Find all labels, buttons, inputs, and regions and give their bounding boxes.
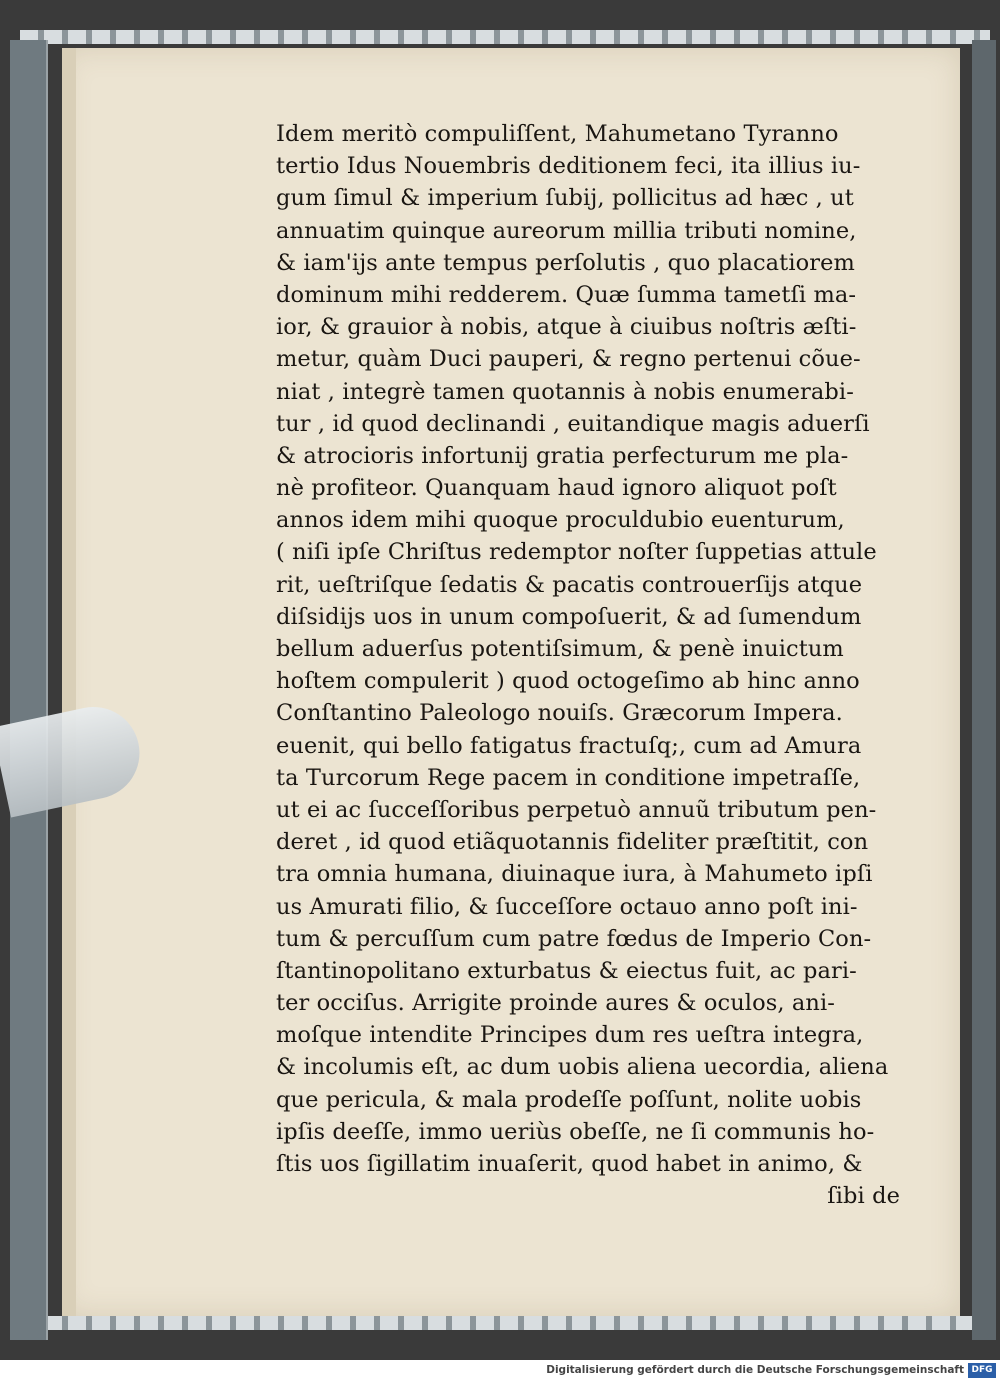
text-line: que pericula, & mala prodeſſe poſſunt, nolite uobis [276,1086,862,1113]
dfg-logo-icon: DFG [968,1363,996,1378]
text-line: tra omnia humana, diuinaque iura, à Mahumeto ipſi [276,861,873,888]
text-line: us Amurati filio, & ſucceſſore octauo anno poſt ini- [276,893,858,920]
binding-top-edge [20,30,990,44]
text-line: Conſtantino Paleologo nouiſs. Græcorum Impera. [276,700,843,727]
page-gutter [62,48,76,1316]
text-line: diſsidijs uos in unum compoſuerit, & ad ſumendum [276,603,862,630]
text-line: metur, quàm Duci pauperi, & regno pertenui cõue- [276,346,861,373]
binding-right-cover [972,40,996,1340]
text-line: ſtis uos ſigillatim inuaſerit, quod habet in animo, & [276,1151,863,1177]
binding-bottom-edge [20,1316,990,1330]
text-line: rit, ueſtriſque ſedatis & pacatis controuerſijs atque [276,571,863,598]
text-line: bellum aduerſus potentiſsimum, & penè inuictum [276,636,844,662]
text-line: ter occiſus. Arrigite proinde aures & oculos, ani- [276,990,835,1017]
text-line: ( niſi ipſe Chriſtus redemptor noſter ſuppetias attule [276,539,877,566]
text-line: tur , id quod declinandi , euitandique magis aduerſi [276,410,870,437]
binding-left-cover [10,40,48,1340]
text-line: ut ei ac ſucceſſoribus perpetuò annuũ tributum pen- [276,796,877,823]
funding-credit: Digitalisierung gefördert durch die Deutsche Forschungsgemeinschaft [546,1364,964,1376]
text-line: tum & percuſſum cum patre fœdus de Imperio Con- [276,925,872,952]
text-line: dominum mihi redderem. Quæ ſumma tametſi ma- [276,281,857,308]
text-line: ta Turcorum Rege pacem in conditione impetraſſe, [276,764,861,791]
text-line: annos idem mihi quoque proculdubio euenturum, [276,507,845,534]
text-line: deret , id quod etiãquotannis fideliter præſtitit, con [276,829,869,856]
text-line: moſque intendite Principes dum res ueſtra integra, [276,1022,864,1049]
page-text [276,118,916,1212]
text-line: niat , integrè tamen quotannis à nobis enumerabi- [276,378,854,405]
text-line: tertio Idus Nouembris deditionem feci, ita illius iu- [276,153,861,180]
text-line: & iam'ijs ante tempus perſolutis , quo placatiorem [276,249,855,276]
footer-bar [0,1361,1000,1381]
text-line: annuatim quinque aureorum millia tributi nomine, [276,217,857,244]
text-line: ipſis deeſſe, immo ueriùs obeſſe, ne ſi communis ho- [276,1118,875,1145]
text-line: gum ſimul & imperium ſubij, pollicitus ad hæc , ut [276,185,854,212]
text-line: Idem meritò compuliſſent, Mahumetano Tyranno [276,121,839,147]
text-line: ior, & grauior à nobis, atque à ciuibus noſtris æſti- [276,314,857,341]
text-line: ſtantinopolitano exturbatus & eiectus fuit, ac pari- [276,957,857,984]
catchword-line: ſibi de [827,1183,900,1210]
text-line: & incolumis eſt, ac dum uobis aliena uecordia, aliena [276,1054,889,1081]
text-line: hoſtem compulerit ) quod octogeſimo ab hinc anno [276,668,860,695]
text-line: euenit, qui bello fatigatus fractuſq;, cum ad Amura [276,732,862,759]
text-line: nè profiteor. Quanquam haud ignoro aliquot poſt [276,475,837,502]
text-line: & atrocioris infortunij gratia perfecturum me pla- [276,442,849,469]
